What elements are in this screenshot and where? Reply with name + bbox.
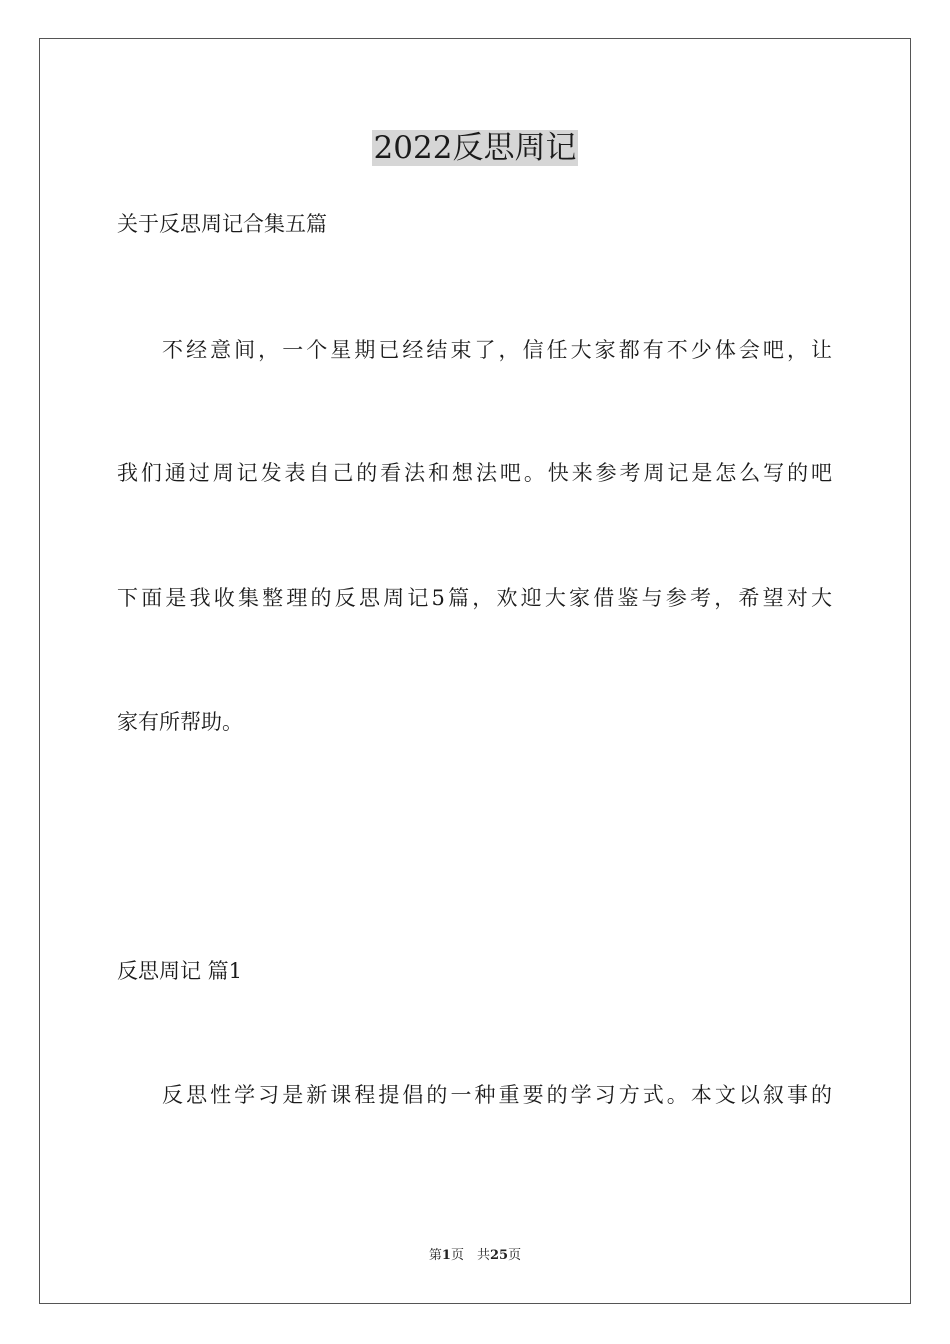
- footer-page-mid: 页 共: [450, 1248, 490, 1263]
- intro-paragraph-line-4: 家有所帮助。: [117, 710, 243, 734]
- intro-paragraph-line-2: 我们通过周记发表自己的看法和想法吧。快来参考周记是怎么写的吧: [117, 461, 832, 485]
- document-subtitle: 关于反思周记合集五篇: [117, 212, 327, 236]
- page-footer: [0, 1247, 950, 1265]
- intro-paragraph-line-1: 不经意间，一个星期已经结束了，信任大家都有不少体会吧，让: [159, 338, 832, 362]
- section-paragraph-line-1: 反思性学习是新课程提倡的一种重要的学习方式。本文以叙事的: [159, 1083, 832, 1107]
- footer-page-current: 1: [441, 1248, 451, 1263]
- footer-page-suffix: 页: [508, 1248, 522, 1263]
- document-title: [0, 126, 950, 170]
- footer-page-prefix: 第: [428, 1248, 442, 1263]
- section-heading: 反思周记 篇1: [117, 959, 243, 983]
- intro-paragraph-line-3: 下面是我收集整理的反思周记5篇，欢迎大家借鉴与参考，希望对大: [117, 586, 832, 610]
- footer-page-total: 25: [489, 1248, 509, 1263]
- document-title-text: 2022反思周记: [373, 130, 577, 166]
